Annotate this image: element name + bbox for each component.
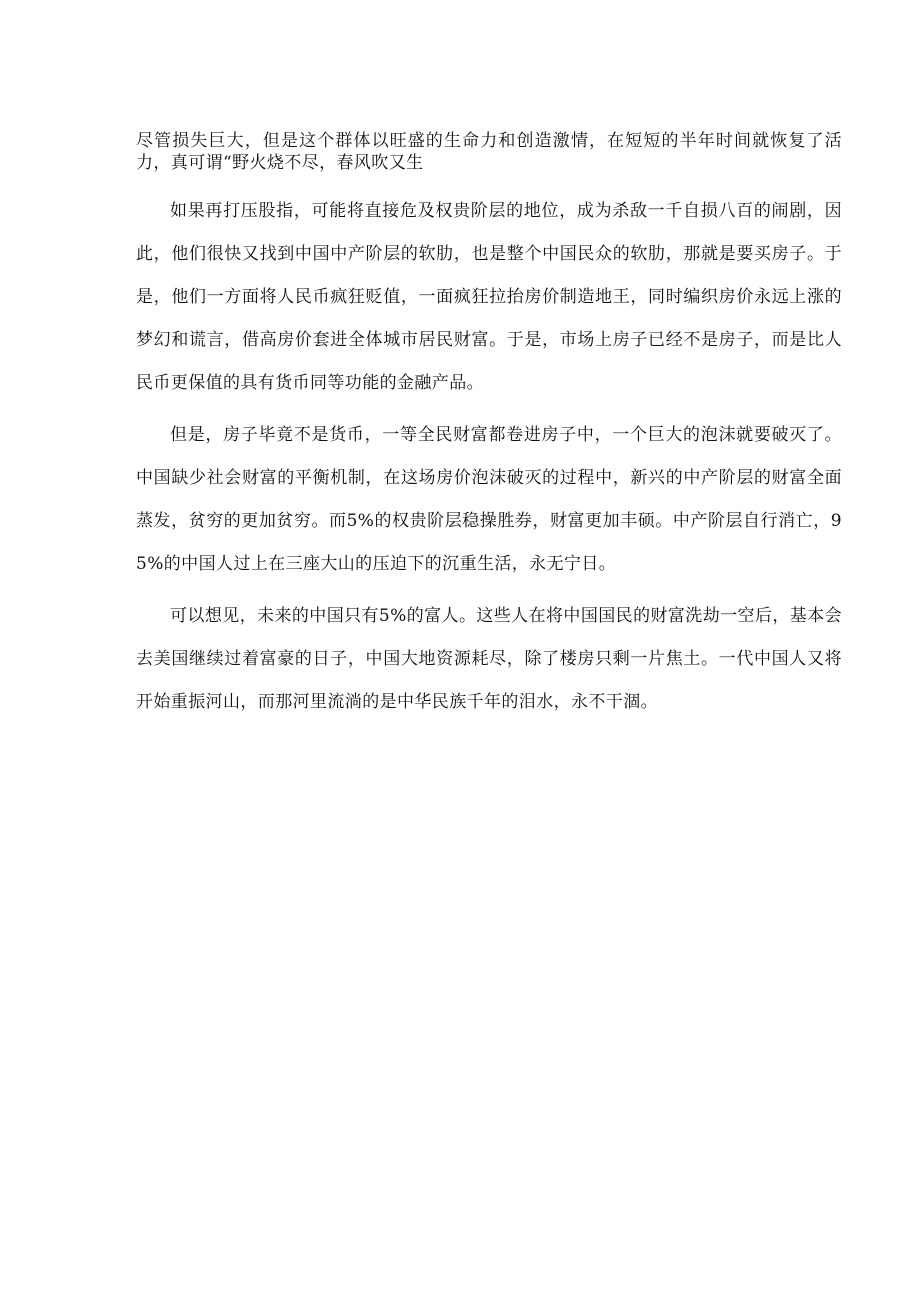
paragraph-future-outlook: 可以想见，未来的中国只有5%的富人。这些人在将中国国民的财富洗劫一空后，基本会去美国继续过着富豪的日子，中国大地资源耗尽，除了楼房只剩一片焦土。一代中国人又将开始重振河山，而那河里流淌的是中华民族千年的泪水，永不干涸。	[136, 606, 842, 712]
document-body	[136, 130, 842, 724]
paragraph-housing-policy: 如果再打压股指，可能将直接危及权贵阶层的地位，成为杀敌一千自损八百的闹剧，因此，他们很快又找到中国中产阶层的软肋，也是整个中国民众的软肋，那就是要买房子。于是，他们一方面将人民币疯狂贬值，一面疯狂拉抬房价制造地王，同时编织房价永远上涨的梦幻和谎言，借高房价套进全体城市居民财富。于是，市场上房子已经不是房子，而是比人民币更保值的具有货币同等功能的金融产品。	[136, 201, 842, 393]
paragraph-intro: 尽管损失巨大，但是这个群体以旺盛的生命力和创造激情，在短短的半年时间就恢复了活力，真可谓“野火烧不尽，春风吹又生	[136, 131, 842, 173]
paragraph-bubble-burst: 但是，房子毕竟不是货币，一等全民财富都卷进房子中，一个巨大的泡沫就要破灭了。中国缺少社会财富的平衡机制，在这场房价泡沫破灭的过程中，新兴的中产阶层的财富全面蒸发，贫穷的更加贫穷。而5%的权贵阶层稳操胜券，财富更加丰硕。中产阶层自行消亡，95%的中国人过上在三座大山的压迫下的沉重生活，永无宁日。	[136, 425, 842, 574]
